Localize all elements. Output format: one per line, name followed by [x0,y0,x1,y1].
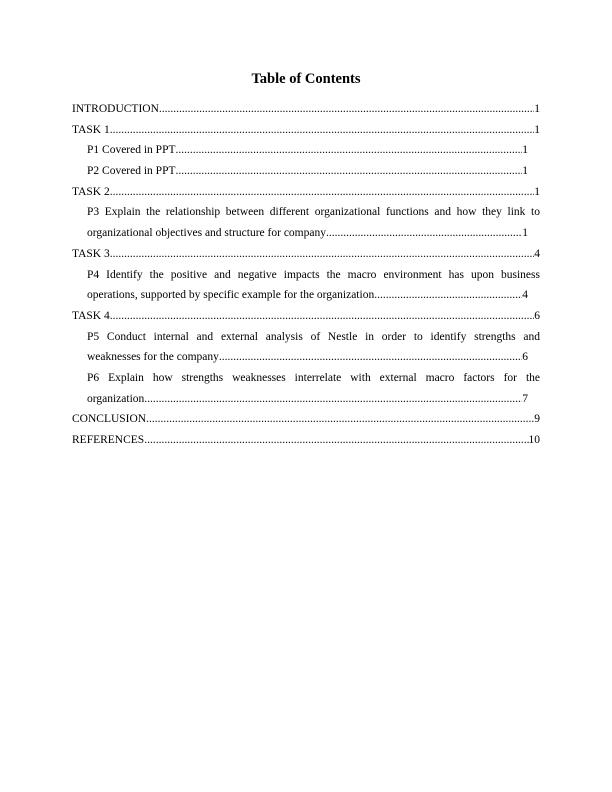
toc-page-number: 4 [522,289,528,302]
dot-leader [176,140,523,161]
toc-entry-line2 [87,347,540,368]
toc-page-number: 1 [534,123,540,136]
toc-entry-p6[interactable] [72,368,540,409]
toc-entry-text: P1 Covered in PPT [87,144,176,157]
toc-entry-text: REFERENCES [72,434,145,446]
dot-leader [110,306,535,327]
toc-entry-text-line1 [87,202,540,223]
table-of-contents [72,99,540,451]
toc-entry-p1[interactable] [72,140,540,161]
toc-page-number: 1 [534,103,540,115]
dot-leader [110,120,535,141]
toc-entry-text: TASK 2 [72,185,110,198]
toc-page-number: 6 [534,309,540,322]
toc-entry-text: INTRODUCTION [72,103,159,115]
dot-leader [110,244,535,265]
dot-leader [144,389,522,410]
toc-page-number: 10 [528,434,540,446]
toc-entry-references[interactable] [72,430,540,451]
dot-leader [110,182,535,203]
toc-entry-text: TASK 3 [72,247,110,260]
dot-leader [176,161,523,182]
toc-entry-text: weaknesses for the company [87,351,219,364]
toc-entry-line2 [87,285,540,306]
toc-entry-text: CONCLUSION [72,413,147,426]
toc-entry-task-2[interactable] [72,182,540,203]
dot-leader [146,409,534,430]
dot-leader [219,347,522,368]
toc-entry-introduction[interactable] [72,99,540,120]
toc-entry-text: organizational objectives and structure for company [87,227,326,240]
toc-entry-text-line1 [87,327,540,348]
toc-entry-line2 [87,223,540,244]
dot-leader [159,99,534,120]
toc-entry-task-3[interactable] [72,244,540,265]
toc-page-number: 1 [522,165,528,178]
toc-title: Table of Contents [251,71,361,87]
dot-leader [144,430,528,451]
toc-page-number: 7 [522,392,528,405]
toc-page-number: 9 [534,413,540,426]
toc-entry-p3[interactable] [72,202,540,243]
toc-entry-text: organization [87,392,145,405]
toc-entry-text-line1 [87,265,540,286]
toc-entry-text: TASK 4 [72,309,110,322]
toc-entry-p4[interactable] [72,265,540,306]
toc-entry-text: P3 Explain the relationship between different organizational functions and how they link to [87,206,540,219]
toc-page-number: 4 [534,247,540,260]
toc-entry-text: operations, supported by specific example for the organization [87,289,375,302]
toc-page-number: 1 [522,144,528,157]
toc-entry-text: P2 Covered in PPT [87,165,176,178]
toc-entry-text: P5 Conduct internal and external analysis of Nestle in order to identify strengths and [87,330,540,343]
toc-entry-text-line1 [87,368,540,389]
toc-entry-task-1[interactable] [72,120,540,141]
toc-entry-text: P6 Explain how strengths weaknesses interrelate with external macro factors for the [87,371,540,384]
toc-entry-task-4[interactable] [72,306,540,327]
toc-entry-p2[interactable] [72,161,540,182]
toc-page-number: 6 [522,351,528,364]
toc-entry-conclusion[interactable] [72,409,540,430]
toc-page-number: 1 [534,185,540,198]
toc-entry-line2 [87,389,540,410]
toc-page-number: 1 [522,227,528,240]
dot-leader [326,223,522,244]
toc-entry-text: P4 Identify the positive and negative impacts the macro environment has upon business [87,268,540,281]
toc-entry-p5[interactable] [72,327,540,368]
toc-entry-text: TASK 1 [72,123,110,136]
dot-leader [374,285,522,306]
